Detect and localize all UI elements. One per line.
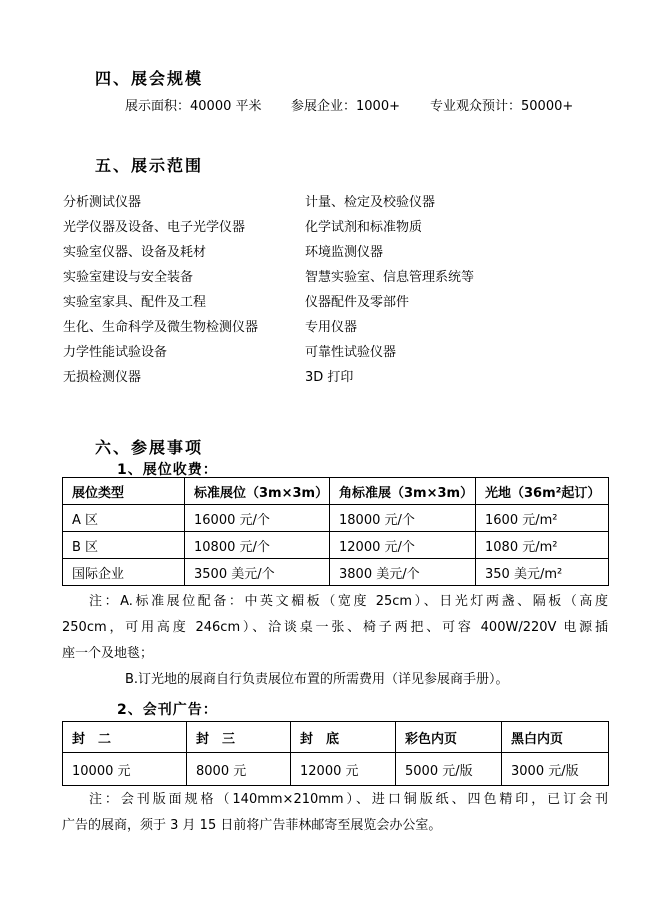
journal-table-price-row bbox=[63, 753, 609, 786]
stat-exhibition-area: 展示面积：40000 平米 bbox=[125, 99, 262, 114]
booth-header-corner: 角标准展（3m×3m） bbox=[330, 478, 476, 505]
scope-item: 生化、生命科学及微生物检测仪器 bbox=[63, 320, 259, 335]
scope-item: 仪器配件及零部件 bbox=[305, 295, 410, 310]
section-matters-title: 六、参展事项 bbox=[95, 438, 204, 457]
cell-price: 12000 元/个 bbox=[330, 532, 476, 559]
booth-header-type: 展位类型 bbox=[63, 478, 185, 505]
cell-price: 350 美元/m² bbox=[476, 559, 609, 586]
cell-price: 8000 元 bbox=[187, 753, 291, 786]
booth-table-row-b bbox=[63, 532, 609, 559]
booth-header-standard: 标准展位（3m×3m） bbox=[185, 478, 330, 505]
scope-item: 分析测试仪器 bbox=[63, 195, 142, 210]
journal-header-color: 彩色内页 bbox=[396, 722, 502, 753]
scope-item: 可靠性试验仪器 bbox=[305, 345, 397, 360]
cell-price: 3800 美元/个 bbox=[330, 559, 476, 586]
booth-table-header-row bbox=[63, 478, 609, 505]
scope-item: 实验室建设与安全装备 bbox=[63, 270, 194, 285]
section-scale-title: 四、展会规模 bbox=[95, 69, 204, 88]
journal-ad-subtitle: 2、会刊广告： bbox=[117, 702, 218, 718]
cell-price: 1080 元/m² bbox=[476, 532, 609, 559]
note-line: 250cm，可用高度 246cm）、洽谈桌一张、椅子两把、可容 400W/220V 电源插 bbox=[62, 620, 608, 635]
cell-price: 10000 元 bbox=[63, 753, 187, 786]
scope-item: 环境监测仪器 bbox=[305, 245, 384, 260]
booth-table-row-intl bbox=[63, 559, 609, 586]
section-scope-title: 五、展示范围 bbox=[95, 156, 204, 175]
journal-header-cover2: 封 二 bbox=[63, 722, 187, 753]
cell-zone: B 区 bbox=[63, 532, 185, 559]
scope-item: 实验室仪器、设备及耗材 bbox=[63, 245, 207, 260]
journal-ad-table bbox=[62, 721, 609, 786]
scope-list-right bbox=[305, 190, 474, 390]
cell-price: 10800 元/个 bbox=[185, 532, 330, 559]
scope-item: 专用仪器 bbox=[305, 320, 358, 335]
note-line: 注：会刊版面规格（140mm×210mm）、进口铜版纸、四色精印，已订会刊 bbox=[89, 792, 608, 807]
booth-fee-table bbox=[62, 477, 609, 586]
booth-header-rawspace: 光地（36m²起订） bbox=[476, 478, 609, 505]
cell-price: 3500 美元/个 bbox=[185, 559, 330, 586]
scope-list-left bbox=[63, 190, 258, 390]
cell-zone: 国际企业 bbox=[63, 559, 185, 586]
note-line: B.订光地的展商自行负责展位布置的所需费用（详见参展商手册）。 bbox=[125, 672, 509, 687]
cell-zone: A 区 bbox=[63, 505, 185, 532]
booth-notes bbox=[62, 589, 608, 693]
cell-price: 3000 元/版 bbox=[502, 753, 609, 786]
scope-item: 无损检测仪器 bbox=[63, 370, 142, 385]
scope-item: 光学仪器及设备、电子光学仪器 bbox=[63, 220, 246, 235]
booth-fee-subtitle: 1、展位收费： bbox=[117, 462, 218, 478]
journal-header-cover3: 封 三 bbox=[187, 722, 291, 753]
scope-item: 实验室家具、配件及工程 bbox=[63, 295, 207, 310]
scope-item: 力学性能试验设备 bbox=[63, 345, 168, 360]
scope-item: 计量、检定及校验仪器 bbox=[305, 195, 436, 210]
cell-price: 12000 元 bbox=[291, 753, 396, 786]
cell-price: 18000 元/个 bbox=[330, 505, 476, 532]
scope-item: 化学试剂和标准物质 bbox=[305, 220, 423, 235]
journal-notes bbox=[62, 787, 608, 839]
stat-visitor-forecast: 专业观众预计：50000+ bbox=[430, 99, 574, 114]
note-line: 广告的展商，须于 3 月 15 日前将广告菲林邮寄至展览会办公室。 bbox=[62, 818, 442, 833]
scope-item: 智慧实验室、信息管理系统等 bbox=[305, 270, 475, 285]
journal-header-bw: 黑白内页 bbox=[502, 722, 609, 753]
cell-price: 1600 元/m² bbox=[476, 505, 609, 532]
booth-table-row-a bbox=[63, 505, 609, 532]
cell-price: 16000 元/个 bbox=[185, 505, 330, 532]
cell-price: 5000 元/版 bbox=[396, 753, 502, 786]
scope-item: 3D 打印 bbox=[305, 370, 354, 385]
stat-exhibitor-count: 参展企业：1000+ bbox=[291, 99, 400, 114]
journal-header-back: 封 底 bbox=[291, 722, 396, 753]
note-line: 注：A.标准展位配备：中英文楣板（宽度 25cm）、日光灯两盏、隔板（高度 bbox=[89, 594, 608, 609]
note-line: 座一个及地毯； bbox=[62, 646, 154, 661]
journal-table-header-row bbox=[63, 722, 609, 753]
